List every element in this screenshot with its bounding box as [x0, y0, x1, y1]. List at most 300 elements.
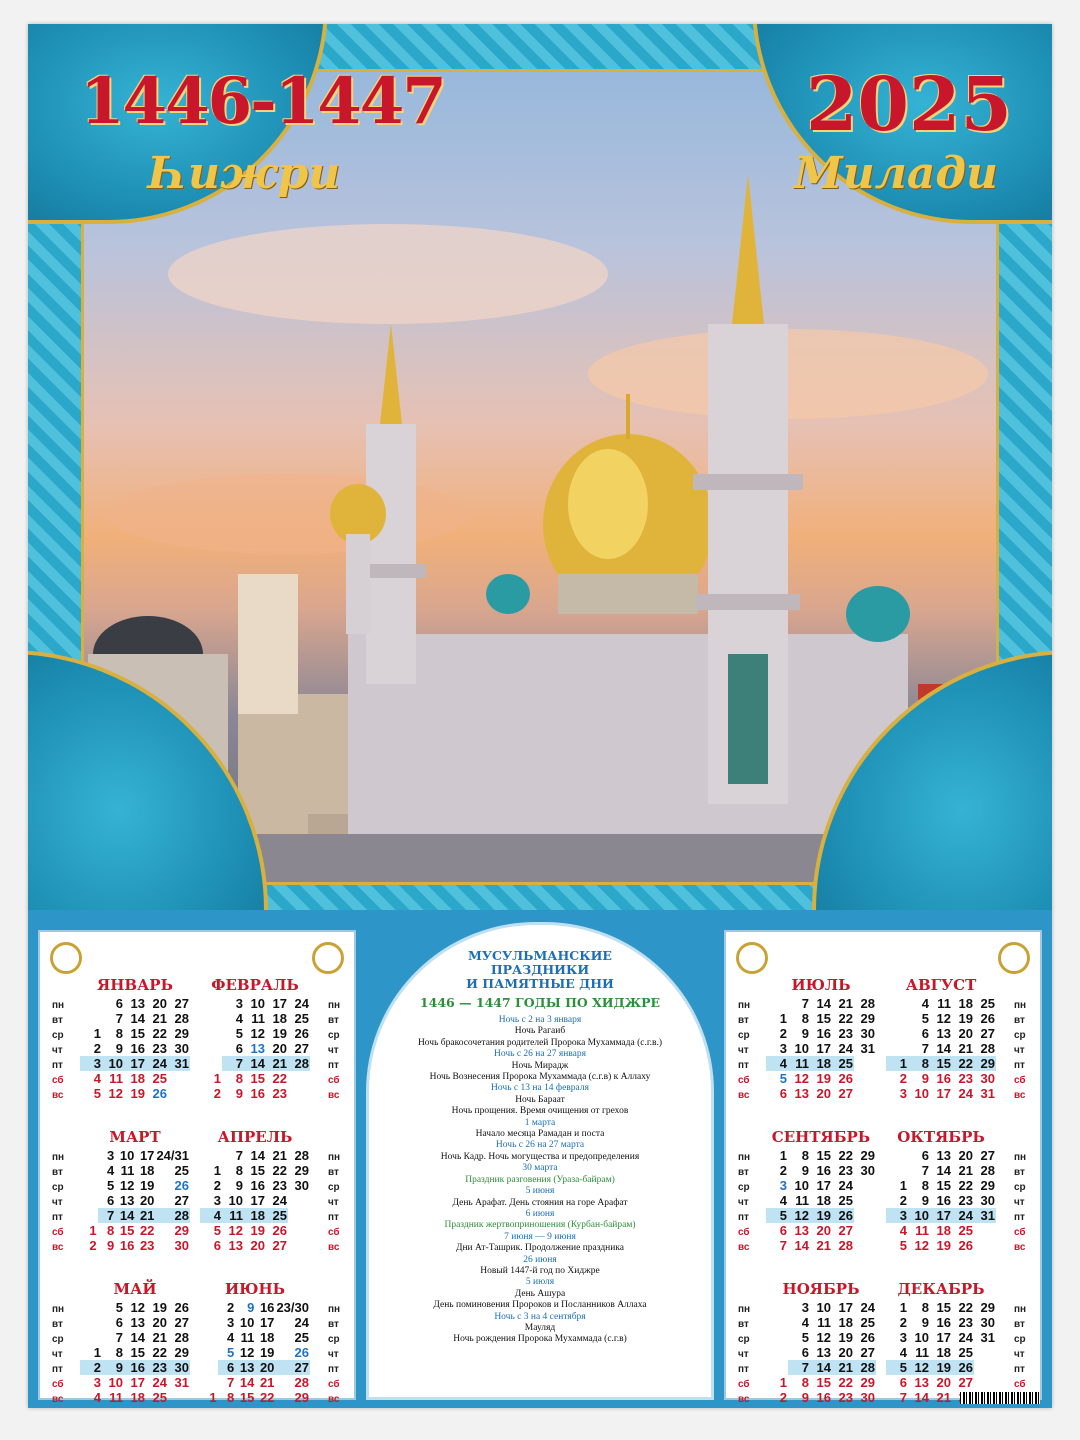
calendar-day: 17 [259, 1315, 275, 1330]
weekday-label: сб [738, 1227, 750, 1238]
holidays-title-1: МУСУЛЬМАНСКИЕ [468, 948, 612, 963]
calendar-day: 9 [247, 1300, 255, 1315]
weekday-labels [52, 998, 74, 1103]
calendar-day: 10 [908, 1208, 930, 1223]
holiday-description: Ночь Вознесения Пророка Мухаммада (с.г.в) к Аллаху [429, 1072, 651, 1083]
month-name: НОЯБРЬ [782, 1280, 860, 1298]
holiday-date: 26 июня [523, 1254, 557, 1265]
calendar-day: 14 [794, 1238, 809, 1253]
calendar-day: 16 [119, 1238, 135, 1253]
calendar-day: 26 [272, 1223, 287, 1238]
calendar-day: 24 [294, 996, 309, 1011]
calendar-day: 9 [921, 1315, 929, 1330]
calendar-day: 26 [958, 1238, 973, 1253]
calendar-day: 3 [886, 1208, 908, 1223]
calendar-day: 23/30 [276, 1300, 309, 1315]
calendar-day: 20 [152, 1315, 167, 1330]
holiday-description: Новый 1447-й год по Хиджре [480, 1265, 600, 1276]
calendar-day: 18 [810, 1056, 832, 1071]
calendar-day: 14 [914, 1390, 929, 1405]
calendar-day: 10 [228, 1193, 243, 1208]
calendar-day: 29 [860, 1011, 875, 1026]
calendar-day: 28 [980, 1163, 995, 1178]
calendar-day: 16 [259, 1300, 275, 1315]
calendar-day: 21 [936, 1390, 951, 1405]
calendar-day: 29 [174, 1345, 189, 1360]
calendar-day: 21 [135, 1208, 155, 1223]
weekday-labels [328, 1150, 350, 1255]
calendar-day: 16 [816, 1390, 831, 1405]
calendar-day: 18 [244, 1208, 266, 1223]
weekday-label: сб [1014, 1379, 1026, 1390]
calendar-day: 1 [899, 1300, 907, 1315]
calendar-day: 16 [250, 1178, 265, 1193]
weekday-label: ср [738, 1182, 750, 1193]
calendar-day [974, 1223, 996, 1238]
holiday-date: 7 июня — 9 июня [504, 1231, 576, 1242]
holiday-description: Дни Ат-Ташрик. Продолжение праздника [455, 1243, 625, 1254]
holidays-subtitle: 1446 — 1447 ГОДЫ ПО ХИДЖРЕ [419, 995, 661, 1010]
holidays-content [369, 949, 711, 1346]
calendar-day: 7 [222, 1056, 244, 1071]
calendar-day: 20 [958, 1026, 973, 1041]
calendar-poster [28, 24, 1052, 1408]
holiday-description: Ночь Мирадж [511, 1060, 569, 1071]
calendar-day: 18 [936, 1345, 951, 1360]
calendar-day: 20 [139, 1193, 155, 1208]
calendar-day [288, 1071, 310, 1086]
calendar-day: 14 [816, 996, 831, 1011]
weekday-label: пт [1014, 1060, 1025, 1071]
calendar-day [854, 1178, 876, 1193]
calendar-day: 14 [244, 1056, 266, 1071]
calendar-day: 7 [899, 1390, 907, 1405]
calendar-day: 14 [810, 1360, 832, 1375]
calendar-day [80, 1315, 102, 1330]
calendar-day [766, 1360, 788, 1375]
calendar-day: 20 [816, 1086, 831, 1101]
calendar-day: 18 [259, 1330, 275, 1345]
calendar-day: 14 [130, 1330, 145, 1345]
calendar-day: 4 [779, 1193, 787, 1208]
calendar-day [288, 1193, 310, 1208]
calendar-day: 26 [952, 1360, 974, 1375]
calendar-day [200, 1011, 222, 1026]
calendar-day: 25 [832, 1056, 854, 1071]
month-block [200, 976, 310, 1101]
weekday-label: пн [1014, 1000, 1027, 1011]
calendar-day [854, 1238, 876, 1253]
calendar-day: 2 [80, 1360, 102, 1375]
calendar-day: 6 [921, 1148, 929, 1163]
calendar-day: 9 [106, 1238, 115, 1253]
weekday-label: сб [52, 1379, 64, 1390]
calendar-day: 15 [930, 1056, 952, 1071]
calendar-day [168, 1086, 190, 1101]
weekday-labels [52, 1302, 74, 1407]
calendar-day: 7 [98, 1208, 116, 1223]
calendar-day: 22 [838, 1011, 853, 1026]
calendar-day: 27 [838, 1086, 853, 1101]
calendar-day: 2 [213, 1086, 221, 1101]
calendar-day: 12 [936, 1011, 951, 1026]
calendar-day: 5 [213, 1223, 221, 1238]
calendar-day [80, 1011, 102, 1026]
calendar-day: 31 [174, 1375, 189, 1390]
calendar-day: 4 [200, 1208, 222, 1223]
calendar-day: 14 [239, 1375, 255, 1390]
calendar-day: 17 [936, 1086, 951, 1101]
calendar-day: 2 [899, 1315, 907, 1330]
calendar-day: 29 [860, 1148, 875, 1163]
calendar-day: 25 [266, 1208, 288, 1223]
calendar-day: 13 [130, 1315, 145, 1330]
calendar-day: 31 [980, 1330, 995, 1345]
calendar-day: 3 [235, 996, 243, 1011]
month-block [886, 976, 996, 1101]
calendar-day: 3 [226, 1315, 235, 1330]
calendar-day: 17 [936, 1330, 951, 1345]
calendar-day: 6 [213, 1238, 221, 1253]
calendar-day: 10 [108, 1375, 123, 1390]
weekday-label: вс [52, 1090, 64, 1101]
calendar-day: 15 [130, 1026, 145, 1041]
weekday-label: ср [1014, 1334, 1026, 1345]
calendar-day: 1 [213, 1163, 221, 1178]
weekday-labels [1014, 1150, 1036, 1255]
calendar-day: 16 [250, 1086, 265, 1101]
calendar-day: 8 [115, 1345, 123, 1360]
calendar-day: 31 [168, 1056, 190, 1071]
calendar-day: 4 [226, 1330, 235, 1345]
calendar-day: 23 [958, 1315, 973, 1330]
calendar-day: 19 [272, 1026, 287, 1041]
weekday-label: вт [738, 1015, 749, 1026]
calendar-day: 22 [152, 1345, 167, 1360]
calendar-day: 13 [228, 1238, 243, 1253]
calendar-day: 1 [93, 1026, 101, 1041]
calendar-day: 25 [958, 1223, 973, 1238]
calendar-day: 21 [816, 1238, 831, 1253]
calendar-day [200, 1345, 218, 1360]
calendar-day: 27 [958, 1375, 973, 1390]
calendar-day: 21 [152, 1011, 167, 1026]
weekday-label: ср [738, 1334, 750, 1345]
calendar-day: 13 [816, 1345, 831, 1360]
hijri-label: Һижри [148, 148, 341, 199]
weekday-label: пт [328, 1364, 339, 1375]
calendar-day: 8 [226, 1390, 235, 1405]
calendar-day: 6 [115, 996, 123, 1011]
calendar-day [854, 1223, 876, 1238]
calendar-day [886, 1163, 908, 1178]
calendar-day: 21 [958, 1041, 973, 1056]
holiday-date: 1 марта [524, 1117, 556, 1128]
calendar-day: 7 [226, 1375, 235, 1390]
calendar-day: 7 [921, 1041, 929, 1056]
weekday-label: ср [1014, 1030, 1026, 1041]
calendar-day: 29 [860, 1375, 875, 1390]
holiday-description: Ночь Кадр. Ночь могущества и предопределения [440, 1151, 640, 1162]
calendar-day: 19 [130, 1086, 145, 1101]
weekday-label: пн [328, 1152, 341, 1163]
calendar-day: 29 [980, 1300, 995, 1315]
weekday-label: вт [52, 1167, 63, 1178]
calendar-day: 1 [886, 1056, 908, 1071]
calendar-day: 12 [108, 1086, 123, 1101]
calendar-day: 30 [860, 1390, 875, 1405]
weekday-labels [738, 1302, 760, 1407]
calendar-day: 14 [130, 1011, 145, 1026]
calendar-day: 2 [899, 1193, 907, 1208]
calendar-day: 30 [174, 1041, 189, 1056]
calendar-day: 15 [936, 1178, 951, 1193]
calendar-day: 16 [816, 1163, 831, 1178]
calendar-day: 23 [838, 1026, 853, 1041]
weekday-label: вт [738, 1319, 749, 1330]
weekday-label: вт [328, 1015, 339, 1026]
calendar-day [854, 1071, 876, 1086]
calendar-day [200, 1360, 218, 1375]
weekday-label: сб [328, 1227, 340, 1238]
calendar-day: 4 [899, 1345, 907, 1360]
calendar-day [200, 1148, 222, 1163]
calendar-day: 25 [294, 1330, 309, 1345]
calendar-day: 1 [93, 1345, 101, 1360]
calendar-day: 14 [936, 1163, 951, 1178]
weekday-label: ср [328, 1182, 340, 1193]
holiday-date: 30 марта [522, 1163, 558, 1174]
calendar-day: 30 [294, 1178, 309, 1193]
calendar-day: 19 [250, 1223, 265, 1238]
barcode [960, 1392, 1040, 1404]
calendar-day: 6 [115, 1315, 123, 1330]
month-name: МАРТ [109, 1128, 161, 1146]
calendar-day: 16 [124, 1360, 146, 1375]
calendar-day [766, 1300, 788, 1315]
calendar-day: 13 [250, 1041, 265, 1056]
calendar-panel-right [724, 930, 1042, 1405]
weekday-label: пн [1014, 1152, 1027, 1163]
weekday-labels [52, 1150, 74, 1255]
calendar-day: 23 [958, 1193, 973, 1208]
calendar-area [28, 910, 1052, 1408]
calendar-day: 19 [139, 1178, 155, 1193]
calendar-day: 17 [130, 1375, 145, 1390]
calendar-day: 20 [958, 1148, 973, 1163]
calendar-day: 3 [106, 1148, 115, 1163]
calendar-day: 26 [294, 1345, 309, 1360]
calendar-day: 20 [255, 1360, 275, 1375]
calendar-day: 29 [980, 1178, 995, 1193]
month-name: АВГУСТ [905, 976, 977, 994]
calendar-day: 29 [294, 1390, 309, 1405]
holidays-panel [366, 922, 714, 1400]
weekday-label: чт [1014, 1045, 1025, 1056]
calendar-day: 15 [816, 1011, 831, 1026]
calendar-day: 1 [779, 1148, 787, 1163]
weekday-label: ср [738, 1030, 750, 1041]
calendar-day: 25 [860, 1315, 875, 1330]
calendar-day: 18 [936, 1223, 951, 1238]
calendar-day: 20 [250, 1238, 265, 1253]
weekday-label: пн [1014, 1304, 1027, 1315]
month-block [200, 1128, 310, 1253]
month-grid [80, 1300, 190, 1405]
calendar-day: 28 [174, 1011, 189, 1026]
calendar-day: 1 [213, 1071, 221, 1086]
calendar-day [288, 1223, 310, 1238]
weekday-label: чт [52, 1045, 63, 1056]
weekday-label: сб [738, 1379, 750, 1390]
month-grid [80, 1148, 190, 1253]
weekday-labels [738, 998, 760, 1103]
calendar-day: 10 [102, 1056, 124, 1071]
holiday-description: Ночь бракосочетания родителей Пророка Мухаммада (с.г.в.) [417, 1037, 663, 1048]
calendar-day: 7 [115, 1330, 123, 1345]
calendar-day: 12 [130, 1300, 145, 1315]
calendar-day: 6 [779, 1223, 787, 1238]
calendar-day: 28 [294, 1148, 309, 1163]
calendar-day: 22 [272, 1071, 287, 1086]
calendar-day: 16 [130, 1041, 145, 1056]
calendar-day: 26 [838, 1071, 853, 1086]
calendar-day: 24 [838, 1041, 853, 1056]
calendar-day: 4 [106, 1163, 115, 1178]
calendar-day: 20 [152, 996, 167, 1011]
calendar-day: 6 [899, 1375, 907, 1390]
month-block [766, 1128, 876, 1253]
calendar-day [80, 1178, 98, 1193]
calendar-day: 1 [779, 1011, 787, 1026]
calendar-day: 20 [838, 1345, 853, 1360]
calendar-day: 8 [801, 1148, 809, 1163]
calendar-day: 9 [115, 1041, 123, 1056]
holiday-description: Праздник жертвоприношения (Курбан-байрам) [444, 1220, 636, 1231]
weekday-label: вт [1014, 1319, 1025, 1330]
calendar-day: 16 [936, 1315, 951, 1330]
calendar-day: 23 [838, 1390, 853, 1405]
calendar-day: 20 [816, 1223, 831, 1238]
calendar-day: 13 [936, 1026, 951, 1041]
calendar-day: 3 [93, 1375, 101, 1390]
weekday-label: вт [328, 1167, 339, 1178]
calendar-day: 24 [272, 1193, 287, 1208]
weekday-label: вс [328, 1090, 340, 1101]
calendar-day: 30 [980, 1315, 995, 1330]
calendar-day: 21 [152, 1330, 167, 1345]
calendar-day: 24 [152, 1375, 167, 1390]
calendar-day: 11 [251, 1011, 265, 1026]
calendar-day: 11 [795, 1193, 809, 1208]
calendar-day: 4 [766, 1056, 788, 1071]
calendar-day: 11 [915, 1223, 929, 1238]
calendar-day: 23 [272, 1178, 287, 1193]
weekday-label: пн [52, 1304, 65, 1315]
calendar-day: 28 [980, 1041, 995, 1056]
calendar-day: 21 [958, 1163, 973, 1178]
calendar-day: 11 [817, 1315, 831, 1330]
calendar-day: 15 [250, 1071, 265, 1086]
calendar-day: 24/31 [156, 1148, 189, 1163]
calendar-day: 2 [213, 1178, 221, 1193]
calendar-day: 8 [908, 1056, 930, 1071]
holiday-description: День поминовения Пророков и Посланников Аллаха [433, 1300, 647, 1311]
calendar-day [168, 1390, 190, 1405]
calendar-day [288, 1238, 310, 1253]
calendar-day [200, 1375, 218, 1390]
month-name: ОКТЯБРЬ [897, 1128, 985, 1146]
calendar-day: 31 [980, 1086, 995, 1101]
calendar-day: 8 [106, 1223, 115, 1238]
month-block [766, 976, 876, 1101]
weekday-label: пт [52, 1364, 63, 1375]
holiday-date: 5 июля [525, 1277, 555, 1288]
calendar-day: 2 [779, 1026, 787, 1041]
calendar-day: 24 [146, 1056, 168, 1071]
calendar-day: 27 [174, 1193, 189, 1208]
calendar-day: 30 [860, 1026, 875, 1041]
weekday-label: пн [328, 1000, 341, 1011]
calendar-day [974, 1345, 996, 1360]
gregorian-year: 2025 [806, 62, 1012, 148]
calendar-day: 15 [816, 1375, 831, 1390]
calendar-day: 16 [816, 1026, 831, 1041]
holiday-description: Мауляд [524, 1322, 556, 1333]
calendar-day: 28 [294, 1375, 309, 1390]
holiday-description: День Ашура [514, 1288, 566, 1299]
month-name: МАЙ [113, 1280, 157, 1298]
calendar-day: 5 [93, 1086, 101, 1101]
weekday-label: чт [738, 1197, 749, 1208]
calendar-day: 22 [952, 1056, 974, 1071]
calendar-day: 8 [921, 1178, 929, 1193]
mosque-photo [28, 24, 1052, 910]
month-name: АПРЕЛЬ [217, 1128, 293, 1146]
calendar-day [200, 1026, 222, 1041]
calendar-day: 7 [115, 1011, 123, 1026]
calendar-day: 10 [239, 1315, 255, 1330]
month-grid [766, 1148, 876, 1253]
calendar-day: 26 [174, 1300, 189, 1315]
calendar-day: 29 [294, 1163, 309, 1178]
calendar-day [886, 1148, 908, 1163]
calendar-day: 11 [120, 1163, 135, 1178]
calendar-day: 19 [936, 1238, 951, 1253]
calendar-day: 28 [174, 1330, 189, 1345]
calendar-day: 5 [899, 1238, 907, 1253]
calendar-day [886, 1041, 908, 1056]
calendar-day: 22 [152, 1026, 167, 1041]
calendar-day: 10 [794, 1041, 809, 1056]
month-name: ИЮНЬ [224, 1280, 286, 1298]
calendar-day: 4 [921, 996, 929, 1011]
month-name: ИЮЛЬ [791, 976, 851, 994]
calendar-day: 6 [921, 1026, 929, 1041]
gregorian-label: Милади [794, 148, 998, 199]
calendar-day: 7 [921, 1163, 929, 1178]
weekday-label: пн [738, 1304, 751, 1315]
calendar-day: 10 [914, 1086, 929, 1101]
calendar-day: 2 [89, 1238, 97, 1253]
calendar-day [854, 1208, 876, 1223]
calendar-day: 2 [779, 1163, 787, 1178]
weekday-label: сб [52, 1075, 64, 1086]
holiday-date: Ночь с 13 на 14 февраля [491, 1083, 589, 1094]
month-grid [886, 1300, 996, 1405]
weekday-label: сб [1014, 1075, 1026, 1086]
month-block [886, 1280, 996, 1405]
